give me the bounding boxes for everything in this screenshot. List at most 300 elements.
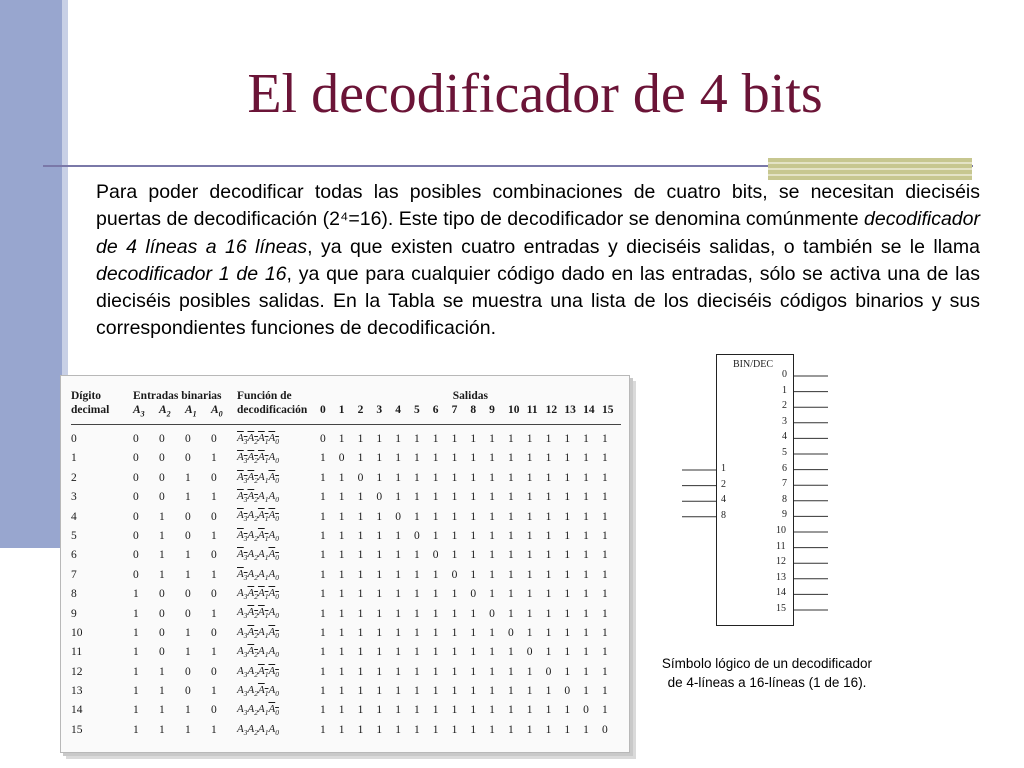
output-cell: 1	[413, 607, 420, 620]
input-bit-cell: 1	[185, 704, 191, 717]
decimal-cell: 13	[71, 685, 83, 698]
output-cell: 1	[432, 432, 439, 445]
decimal-cell: 1	[71, 452, 77, 465]
decimal-cell: 6	[71, 549, 77, 562]
decimal-cell: 11	[71, 646, 83, 659]
caption-line-2: de 4-líneas a 16-líneas (1 de 16).	[667, 675, 867, 690]
output-cell: 1	[545, 723, 552, 736]
output-cell: 1	[357, 549, 364, 562]
output-cell: 1	[564, 510, 571, 523]
input-bit-cell: 0	[185, 665, 191, 678]
input-bit-cell: 0	[185, 685, 191, 698]
output-cell: 1	[545, 491, 552, 504]
output-cell: 1	[395, 607, 401, 620]
output-pin-label: 14	[776, 587, 786, 599]
output-cell: 1	[601, 568, 608, 581]
input-bit-cell: 1	[185, 491, 191, 504]
table-row	[71, 701, 621, 720]
output-cell: 1	[489, 432, 495, 445]
output-cell: 1	[376, 665, 383, 678]
output-cell: 1	[413, 723, 420, 736]
input-bit-cell: 0	[159, 646, 165, 659]
input-bit-cell: 1	[159, 549, 165, 562]
input-bit-cell: 0	[211, 626, 217, 639]
para-text-1: Para poder decodificar todas las posibles combinaciones de cuatro bits, se necesitan dieciséis puertas de decodificación (2⁴=16). Este tipo de decodificador se denomina comúnmente	[96, 181, 980, 231]
truth-table-panel	[60, 375, 630, 753]
output-cell: 1	[526, 723, 533, 736]
decimal-cell: 5	[71, 529, 77, 542]
input-bit-cell: 1	[133, 646, 139, 659]
decode-function-cell: $A_3A_2A_1A_0$	[237, 703, 279, 718]
output-cell: 1	[376, 626, 383, 639]
decode-function-cell: $A_3A_2A_1A_0$	[237, 587, 279, 602]
output-cell: 1	[357, 685, 364, 698]
output-cell: 1	[507, 646, 514, 659]
output-pin-label: 6	[782, 462, 787, 474]
output-cell: 1	[545, 471, 552, 484]
table-row	[71, 546, 621, 565]
output-col-header: 15	[602, 403, 621, 425]
output-col-header: 1	[339, 403, 358, 425]
output-cell: 1	[413, 432, 420, 445]
input-bit-cell: 1	[159, 685, 165, 698]
body-paragraph	[96, 179, 980, 343]
output-cell: 1	[470, 529, 477, 542]
output-cell: 1	[395, 452, 401, 465]
input-bit-cell: 1	[211, 568, 217, 581]
output-cell: 1	[376, 568, 383, 581]
output-cell: 1	[507, 588, 514, 601]
output-col-header: 10	[508, 403, 527, 425]
output-cell: 1	[507, 510, 514, 523]
output-cell: 1	[338, 723, 345, 736]
output-cell: 1	[526, 626, 533, 639]
output-cell: 1	[451, 491, 458, 504]
col-decimal-header: decimal	[71, 403, 133, 425]
table-row	[71, 681, 621, 700]
output-cell: 1	[320, 588, 326, 601]
input-bit-cell: 0	[133, 452, 139, 465]
output-cell: 1	[357, 432, 364, 445]
input-bit-cell: 0	[133, 529, 139, 542]
table-row	[71, 425, 621, 449]
output-cell: 0	[583, 704, 589, 717]
decimal-cell: 12	[71, 665, 83, 678]
output-cell: 1	[451, 529, 458, 542]
input-col-header: $A_0$	[211, 403, 237, 425]
input-bit-cell: 0	[159, 491, 165, 504]
output-cell: 1	[489, 471, 495, 484]
input-bit-cell: 1	[133, 626, 139, 639]
input-bit-cell: 1	[185, 646, 191, 659]
output-cell: 1	[601, 529, 608, 542]
output-cell: 1	[338, 588, 345, 601]
input-bit-cell: 1	[159, 665, 165, 678]
decimal-cell: 4	[71, 510, 77, 523]
input-pin-label: 1	[721, 463, 726, 474]
output-cell: 1	[583, 452, 589, 465]
decoder-symbol-label: BIN/DEC	[733, 359, 773, 370]
input-bit-cell: 1	[211, 452, 217, 465]
output-cell: 1	[526, 588, 533, 601]
input-bit-cell: 0	[185, 432, 191, 445]
table-row	[71, 662, 621, 681]
output-pin-label: 7	[782, 478, 787, 490]
output-col-header: 13	[564, 403, 583, 425]
input-bit-cell: 0	[159, 452, 165, 465]
output-cell: 1	[395, 588, 401, 601]
decimal-cell: 14	[71, 704, 83, 717]
output-cell: 1	[432, 452, 439, 465]
input-bit-cell: 0	[133, 471, 139, 484]
input-bit-cell: 1	[159, 510, 165, 523]
output-cell: 1	[395, 665, 401, 678]
output-cell: 1	[583, 529, 589, 542]
decimal-cell: 15	[71, 723, 83, 736]
output-cell: 1	[545, 529, 552, 542]
output-cell: 1	[489, 646, 495, 659]
output-cell: 1	[545, 432, 552, 445]
input-bit-cell: 1	[185, 471, 191, 484]
output-col-header: 3	[376, 403, 395, 425]
output-cell: 1	[583, 568, 589, 581]
output-cell: 1	[357, 607, 364, 620]
input-bit-cell: 0	[133, 432, 139, 445]
output-cell: 0	[376, 491, 383, 504]
output-cell: 1	[601, 685, 608, 698]
output-cell: 1	[357, 452, 364, 465]
output-cell: 1	[320, 452, 326, 465]
table-row	[71, 643, 621, 662]
input-bit-cell: 0	[159, 626, 165, 639]
output-col-header: 12	[546, 403, 565, 425]
output-cell: 1	[338, 685, 345, 698]
output-cell: 1	[432, 607, 439, 620]
input-bit-cell: 0	[211, 510, 217, 523]
input-bit-cell: 0	[185, 588, 191, 601]
output-cell: 1	[357, 626, 364, 639]
decimal-cell: 10	[71, 626, 83, 639]
output-cell: 1	[564, 529, 571, 542]
output-cell: 1	[526, 510, 533, 523]
table-row	[71, 720, 621, 739]
output-cell: 1	[601, 665, 608, 678]
para-text-2: , ya que existen cuatro entradas y dieciséis salidas, o también se le llama	[307, 235, 980, 258]
output-cell: 1	[545, 607, 552, 620]
output-cell: 1	[451, 549, 458, 562]
output-cell: 1	[432, 529, 439, 542]
output-pin-label: 0	[782, 369, 787, 380]
output-col-header: 5	[414, 403, 433, 425]
input-col-header: $A_2$	[159, 403, 185, 425]
output-cell: 1	[432, 491, 439, 504]
output-col-header: 7	[452, 403, 471, 425]
output-cell: 1	[338, 704, 345, 717]
output-cell: 1	[545, 452, 552, 465]
input-bit-cell: 1	[185, 626, 191, 639]
input-bit-cell: 0	[133, 510, 139, 523]
decode-function-cell: $A_3A_2A_1A_0$	[237, 490, 279, 505]
decimal-cell: 3	[71, 491, 77, 504]
output-cell: 1	[338, 626, 345, 639]
output-cell: 1	[545, 510, 552, 523]
output-cell: 1	[526, 568, 533, 581]
output-cell: 1	[564, 704, 571, 717]
output-cell: 1	[432, 568, 439, 581]
output-cell: 1	[357, 646, 364, 659]
output-cell: 1	[489, 529, 495, 542]
decimal-cell: 2	[71, 471, 77, 484]
input-bit-cell: 0	[211, 704, 217, 717]
output-cell: 1	[395, 626, 401, 639]
output-cell: 1	[413, 510, 420, 523]
output-cell: 1	[583, 549, 589, 562]
input-bit-cell: 0	[185, 607, 191, 620]
output-cell: 1	[451, 626, 458, 639]
input-bit-cell: 1	[211, 529, 217, 542]
output-cell: 1	[601, 432, 608, 445]
output-pin-label: 15	[776, 603, 786, 614]
output-cell: 1	[357, 723, 364, 736]
output-cell: 1	[413, 665, 420, 678]
output-cell: 1	[526, 607, 533, 620]
output-cell: 1	[413, 646, 420, 659]
output-cell: 1	[320, 491, 326, 504]
table-row	[71, 507, 621, 526]
input-pin-label: 8	[721, 509, 726, 521]
output-cell: 1	[395, 529, 401, 542]
output-cell: 1	[564, 665, 571, 678]
output-pin-label: 2	[782, 400, 787, 412]
output-cell: 1	[545, 588, 552, 601]
decode-function-cell: $A_3A_2A_1A_0$	[237, 567, 279, 582]
output-cell: 1	[545, 685, 552, 698]
output-cell: 1	[413, 471, 420, 484]
input-bit-cell: 0	[211, 588, 217, 601]
input-bit-cell: 0	[211, 549, 217, 562]
output-cell: 1	[357, 665, 364, 678]
output-cell: 1	[395, 704, 401, 717]
output-cell: 1	[320, 549, 326, 562]
input-bit-cell: 1	[159, 529, 165, 542]
output-pin-label: 3	[782, 415, 787, 427]
output-pin-label: 1	[782, 384, 787, 396]
input-bit-cell: 0	[159, 588, 165, 601]
output-cell: 1	[489, 626, 495, 639]
output-cell: 1	[489, 510, 495, 523]
output-cell: 0	[526, 646, 533, 659]
output-cell: 1	[526, 452, 533, 465]
output-cell: 1	[432, 471, 439, 484]
decode-function-cell: $A_3A_2A_1A_0$	[237, 528, 279, 544]
output-cell: 1	[413, 452, 420, 465]
input-bit-cell: 1	[133, 588, 139, 601]
output-pin-label: 12	[776, 556, 786, 568]
output-cell: 1	[583, 491, 589, 504]
decode-function-cell: $A_3A_2A_1A_0$	[237, 606, 279, 621]
output-cell: 1	[338, 568, 345, 581]
input-bit-cell: 1	[185, 723, 191, 736]
output-cell: 1	[320, 568, 326, 581]
output-cell: 1	[526, 665, 533, 678]
output-cell: 1	[376, 588, 383, 601]
symbol-caption	[636, 654, 898, 692]
output-cell: 1	[338, 432, 345, 445]
output-cell: 1	[432, 510, 439, 523]
para-emphasis-1: decodificador de 4 líneas a 16 líneas	[96, 208, 980, 258]
output-cell: 1	[338, 665, 345, 678]
output-cell: 1	[338, 607, 345, 620]
output-cell: 1	[564, 568, 571, 581]
input-bit-cell: 0	[211, 471, 217, 484]
output-cell: 1	[601, 607, 608, 620]
output-cell: 1	[507, 665, 514, 678]
output-cell: 1	[395, 432, 401, 445]
decode-function-cell: $A_3A_2A_1A_0$	[237, 431, 279, 447]
output-cell: 1	[564, 607, 571, 620]
table-row	[71, 526, 621, 545]
output-cell: 1	[601, 471, 608, 484]
output-cell: 1	[413, 568, 420, 581]
output-cell: 1	[338, 529, 345, 542]
input-col-header: $A_1$	[185, 403, 211, 425]
output-col-header: 4	[395, 403, 414, 425]
output-cell: 1	[583, 510, 589, 523]
decode-function-cell: $A_3A_2A_1A_0$	[237, 451, 279, 466]
col-inputs-header: Entradas binarias	[133, 390, 222, 402]
output-cell: 0	[601, 723, 608, 736]
output-cell: 1	[470, 704, 477, 717]
output-cell: 1	[376, 685, 383, 698]
output-cell: 1	[507, 452, 514, 465]
output-pin-label: 13	[776, 571, 786, 583]
output-cell: 1	[601, 510, 608, 523]
output-cell: 1	[413, 626, 420, 639]
output-cell: 1	[320, 704, 326, 717]
output-cell: 1	[583, 588, 589, 601]
output-cell: 1	[376, 432, 383, 445]
input-pin-label: 4	[721, 494, 726, 506]
output-cell: 1	[489, 665, 495, 678]
output-cell: 1	[507, 529, 514, 542]
output-cell: 1	[395, 685, 401, 698]
output-cell: 1	[395, 646, 401, 659]
output-cell: 1	[320, 510, 326, 523]
para-emphasis-2: decodificador 1 de 16	[96, 262, 287, 285]
input-bit-cell: 1	[211, 491, 217, 504]
table-row	[71, 584, 621, 603]
output-cell: 1	[451, 432, 458, 445]
output-cell: 0	[451, 568, 458, 581]
output-cell: 1	[601, 452, 608, 465]
output-col-header: 11	[527, 403, 546, 425]
output-cell: 0	[395, 510, 401, 523]
output-cell: 1	[470, 452, 477, 465]
output-cell: 0	[338, 452, 345, 465]
input-bit-cell: 0	[159, 471, 165, 484]
output-cell: 1	[338, 549, 345, 562]
output-cell: 1	[376, 471, 383, 484]
input-bit-cell: 1	[211, 723, 217, 736]
output-cell: 1	[489, 549, 495, 562]
output-pin-label: 8	[782, 493, 787, 505]
output-cell: 1	[601, 646, 608, 659]
output-cell: 1	[507, 491, 514, 504]
input-bit-cell: 0	[185, 452, 191, 465]
output-cell: 1	[564, 646, 571, 659]
output-cell: 0	[320, 432, 326, 445]
output-cell: 1	[564, 491, 571, 504]
output-cell: 1	[451, 607, 458, 620]
decimal-cell: 0	[71, 432, 77, 445]
output-cell: 1	[376, 529, 383, 542]
input-bit-cell: 1	[211, 646, 217, 659]
output-cell: 1	[451, 510, 458, 523]
output-cell: 0	[413, 529, 420, 542]
output-cell: 1	[470, 549, 477, 562]
input-bit-cell: 0	[211, 665, 217, 678]
output-cell: 1	[413, 685, 420, 698]
input-bit-cell: 1	[211, 607, 217, 620]
output-cell: 1	[395, 471, 401, 484]
output-cell: 1	[526, 549, 533, 562]
output-cell: 0	[564, 685, 571, 698]
output-cell: 1	[320, 723, 326, 736]
output-col-header: 2	[358, 403, 377, 425]
output-cell: 1	[564, 723, 571, 736]
output-cell: 1	[451, 588, 458, 601]
table-row	[71, 623, 621, 642]
output-cell: 1	[526, 432, 533, 445]
input-bit-cell: 1	[133, 685, 139, 698]
output-cell: 1	[564, 549, 571, 562]
output-cell: 0	[357, 471, 364, 484]
output-cell: 1	[507, 685, 514, 698]
input-bit-cell: 1	[133, 704, 139, 717]
input-bit-cell: 1	[133, 723, 139, 736]
output-cell: 1	[470, 723, 477, 736]
output-cell: 1	[357, 568, 364, 581]
decimal-cell: 7	[71, 568, 77, 581]
input-bit-cell: 1	[133, 607, 139, 620]
output-cell: 1	[489, 704, 495, 717]
output-cell: 1	[564, 588, 571, 601]
decode-function-cell: $A_3A_2A_1A_0$	[237, 683, 279, 699]
output-cell: 1	[376, 646, 383, 659]
decimal-cell: 8	[71, 588, 77, 601]
output-cell: 1	[320, 685, 326, 698]
output-cell: 1	[395, 549, 401, 562]
output-cell: 1	[526, 529, 533, 542]
output-cell: 1	[507, 549, 514, 562]
output-cell: 1	[470, 626, 477, 639]
input-bit-cell: 0	[211, 432, 217, 445]
output-col-header: 0	[320, 403, 339, 425]
input-col-header: $A_3$	[133, 403, 159, 425]
output-cell: 1	[507, 607, 514, 620]
input-bit-cell: 0	[133, 549, 139, 562]
output-cell: 1	[601, 704, 608, 717]
output-cell: 1	[601, 626, 608, 639]
input-bit-cell: 0	[159, 607, 165, 620]
decode-function-cell: $A_3A_2A_1A_0$	[237, 548, 279, 563]
output-cell: 1	[376, 510, 383, 523]
output-cell: 1	[545, 568, 552, 581]
para-text-3: , ya que para cualquier código dado en las entradas, sólo se activa una de las dieciséis posibles salidas. En la Tabla se muestra una lista de los dieciséis códigos binarios y sus correspondientes funciones de decodificación.	[96, 262, 981, 340]
output-cell: 1	[451, 704, 458, 717]
output-col-header: 9	[489, 403, 508, 425]
output-cell: 1	[357, 704, 364, 717]
